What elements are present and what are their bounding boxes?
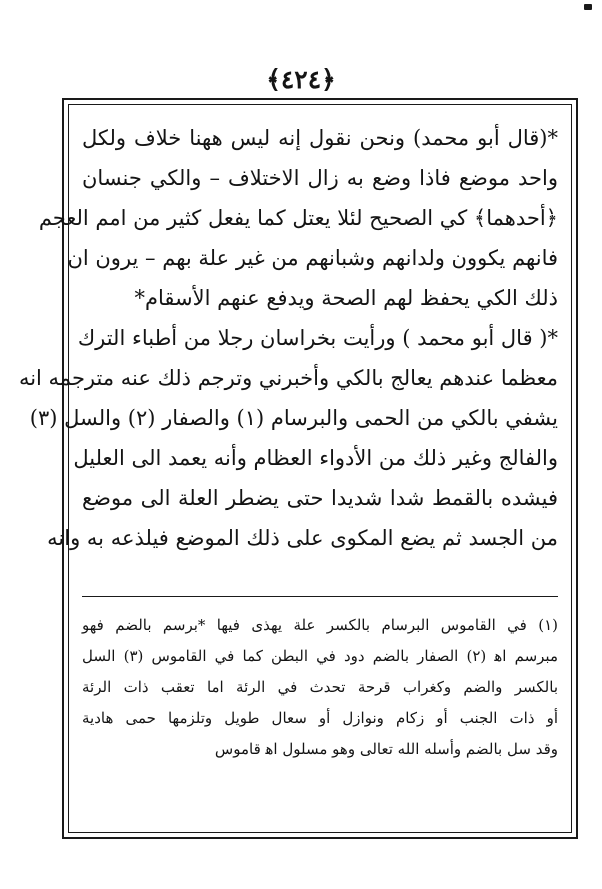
page-number: ﴿٤٢٤﴾ [266, 65, 336, 94]
footnotes [82, 610, 558, 765]
text-line: معظما عندهم يعالج بالكي وأخبرني وترجم ذلك عنه مترجمه انه [18, 366, 558, 390]
main-text [18, 118, 558, 558]
footnote-line: مبرسم اﻫ (٢) الصفار بالضم دود في البطن كما في القاموس (٣) السل [82, 647, 558, 665]
footnote-line: بالكسر والضم وكغراب قرحة تحدث في الرئة اما تعقب ذات الرئة [82, 678, 558, 696]
text-line: ﴿أحدهما﴾ كي الصحيح لئلا يعتل كما يفعل كثير من امم العجم [38, 206, 558, 230]
text-line: *(قال أبو محمد) ونحن نقول إنه ليس ههنا خلاف ولكل [82, 126, 558, 150]
footnote-line: وقد سل بالضم وأسله الله تعالى وهو مسلول اﻫ قاموس [214, 740, 558, 758]
text-line: فانهم يكوون ولدانهم وشبانهم من غير علة بهم – يرون ان [67, 246, 558, 270]
text-line: واحد موضع فاذا وضع به زال الاختلاف – والكي جنسان [82, 166, 558, 190]
text-line: والفالج وغير ذلك من الأدواء العظام وأنه يعمد الى العليل [73, 446, 558, 470]
footnote-separator [82, 596, 558, 597]
text-line: *( قال أبو محمد ) ورأيت بخراسان رجلا من أطباء الترك [77, 326, 558, 350]
text-line: ذلك الكي يحفظ لهم الصحة ويدفع عنهم الأسقام* [134, 286, 558, 310]
footnote-line: (١) في القاموس البرسام بالكسر علة يهذى فيها *برسم بالضم فهو [82, 616, 558, 634]
text-line: فيشده بالقمط شدا شديدا حتى يضطر العلة الى موضع [82, 486, 558, 510]
text-line: يشفي بالكي من الحمى والبرسام (١) والصفار (٢) والسل (٣) [29, 406, 558, 430]
text-line: من الجسد ثم يضع المكوى على ذلك الموضع فيلذعه به وانه [47, 526, 558, 550]
scan-corner-mark [584, 4, 592, 10]
footnote-line: أو ذات الجنب أو زكام ونوازل أو سعال طويل وتلزمها حمى هادية [82, 709, 558, 727]
